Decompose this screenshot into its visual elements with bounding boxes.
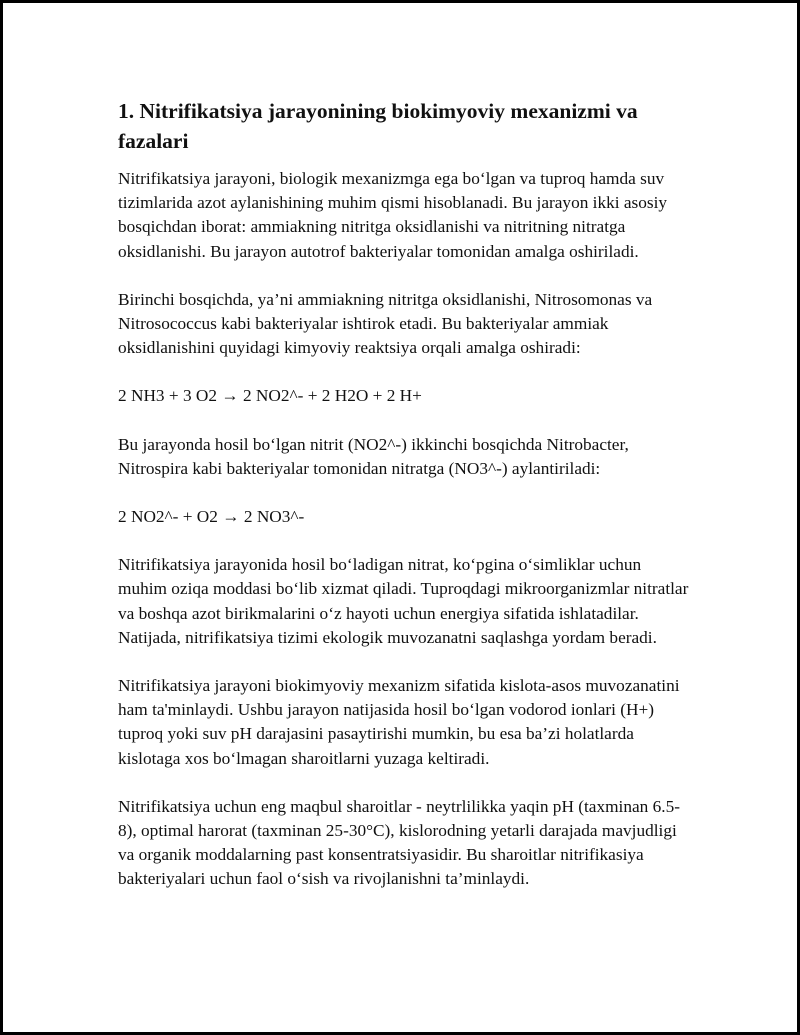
formula-ammonia-oxidation: 2 NH3 + 3 O2 → 2 NO2^- + 2 H2O + 2 H+: [118, 386, 422, 406]
paragraph-second-stage: Bu jarayonda hosil bo‘lgan nitrit (NO2^-) ikkinchi bosqichda Nitrobacter, Nitrospira kabi bakteriyalar tomonidan nitratga (NO3^-) aylantiriladi:: [118, 434, 629, 478]
paragraph-first-stage: Birinchi bosqichda, ya’ni ammiakning nitritga oksidlanishi, Nitrosomonas va Nitrosococcus kabi bakteriyalar ishtirok etadi. Bu bakteriyalar ammiak oksidlanishini quyidagi kimyoviy reaktsiya orqali amalga oshiradi:: [118, 289, 653, 358]
paragraph-acid-base: Nitrifikatsiya jarayoni biokimyoviy mexanizm sifatida kislota-asos muvozanatini ham ta'minlaydi. Ushbu jarayon natijasida hosil bo‘lgan vodorod ionlari (H+) tuproq yoki suv pH darajasini pasaytirishi mumkin, bu esa ba’zi holatlarda kislotaga xos bo‘lmagan sharoitlarni yuzaga keltiradi.: [118, 676, 680, 768]
paragraph-optimal-conditions: Nitrifikatsiya uchun eng maqbul sharoitlar - neytrlilikka yaqin pH (taxminan 6.5-8), optimal harorat (taxminan 25-30°C), kislorodning yetarli darajada mavjudligi va organik moddalarning past konsentratsiyasidir. Bu sharoitlar nitrifikasiya bakteriyalari uchun faol o‘sish va rivojlanishni ta’minlaydi.: [118, 796, 680, 889]
section-heading: 1. Nitrifikatsiya jarayonining biokimyoviy mexanizmi va fazalari: [118, 99, 638, 153]
paragraph-intro: Nitrifikatsiya jarayoni, biologik mexanizmga ega bo‘lgan va tuproq hamda suv tizimlarida azot aylanishining muhim qismi hisoblanadi. Bu jarayon ikki asosiy bosqichdan iborat: ammiakning nitritga oksidlanishi va nitritning nitratga oksidlanishi. Bu jarayon autotrof bakteriyalar tomonidan amalga oshiriladi.: [118, 169, 668, 261]
paragraph-nitrate-role: Nitrifikatsiya jarayonida hosil bo‘ladigan nitrat, ko‘pgina o‘simliklar uchun muhim oziqa moddasi bo‘lib xizmat qiladi. Tuproqdagi mikroorganizmlar nitratlar va boshqa azot birikmalarini o‘z hayoti uchun energiya sifatida ishlatadilar. Natijada, nitrifikatsiya tizimi ekologik muvozanatni saqlashga yordam beradi.: [118, 555, 689, 647]
document-body: [118, 96, 693, 916]
formula-nitrite-oxidation: 2 NO2^- + O2 → 2 NO3^-: [118, 507, 305, 527]
